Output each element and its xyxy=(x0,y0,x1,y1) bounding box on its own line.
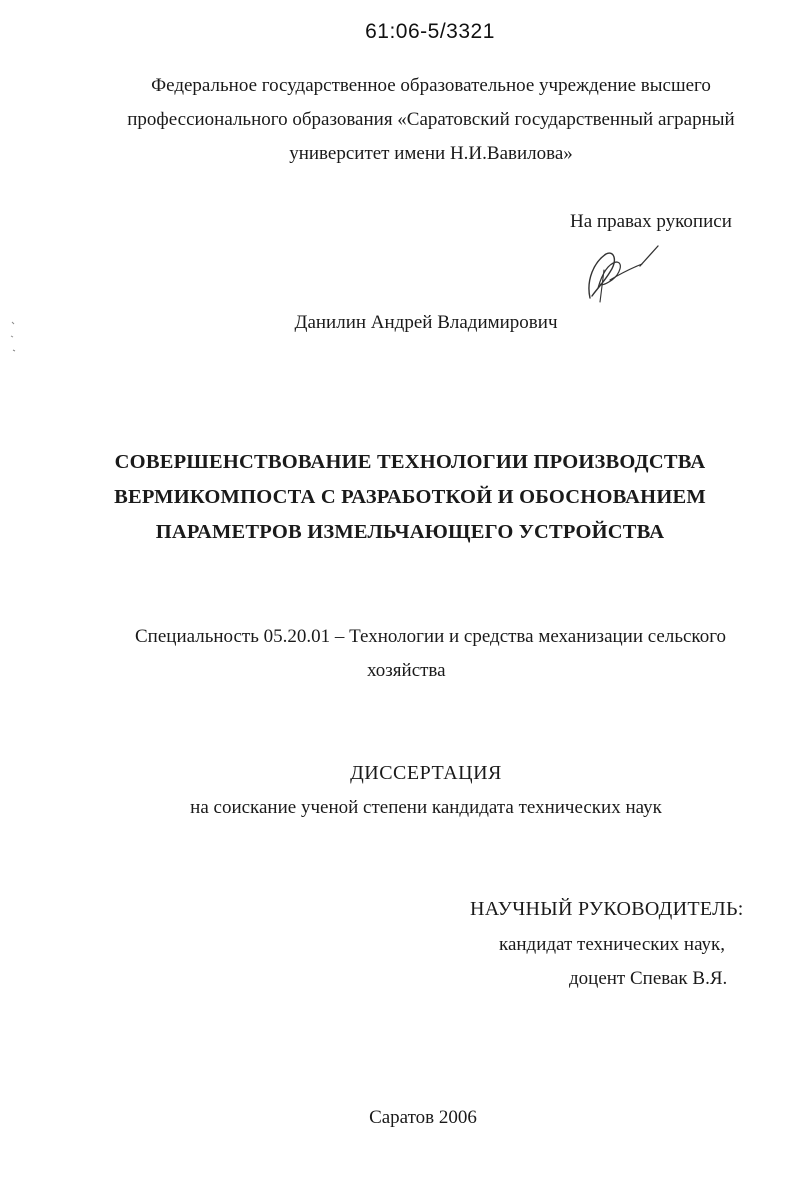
dissertation-heading: ДИССЕРТАЦИЯ xyxy=(350,762,502,784)
supervisor-degree: кандидат технических наук, xyxy=(499,934,726,955)
institution-line-3: университет имени Н.И.Вавилова» xyxy=(289,143,573,164)
scan-margin-marks xyxy=(6,320,20,360)
thesis-title-line-1: СОВЕРШЕНСТВОВАНИЕ ТЕХНОЛОГИИ ПРОИЗВОДСТВА xyxy=(114,451,706,473)
institution-line-1: Федеральное государственное образовательное учреждение высшего xyxy=(151,75,711,96)
thesis-title-line-2: ВЕРМИКОМПОСТА С РАЗРАБОТКОЙ И ОБОСНОВАНИЕМ xyxy=(114,486,706,508)
institution-line-2: профессионального образования «Саратовский государственный аграрный xyxy=(127,109,735,130)
supervisor-heading: НАУЧНЫЙ РУКОВОДИТЕЛЬ: xyxy=(470,898,744,920)
manuscript-note: На правах рукописи xyxy=(570,211,732,232)
city-year: Саратов 2006 xyxy=(369,1107,477,1128)
catalog-code: 61:06-5/3321 xyxy=(365,20,495,43)
dissertation-subtitle: на соискание ученой степени кандидата технических наук xyxy=(190,797,662,818)
specialty-line-1: Специальность 05.20.01 – Технологии и средства механизации сельского xyxy=(135,626,727,647)
thesis-title-line-3: ПАРАМЕТРОВ ИЗМЕЛЬЧАЮЩЕГО УСТРОЙСТВА xyxy=(155,521,665,543)
handwritten-signature xyxy=(580,240,670,310)
specialty-line-2: хозяйства xyxy=(367,660,446,681)
author-name: Данилин Андрей Владимирович xyxy=(294,312,558,333)
supervisor-name: доцент Спевак В.Я. xyxy=(569,968,728,989)
